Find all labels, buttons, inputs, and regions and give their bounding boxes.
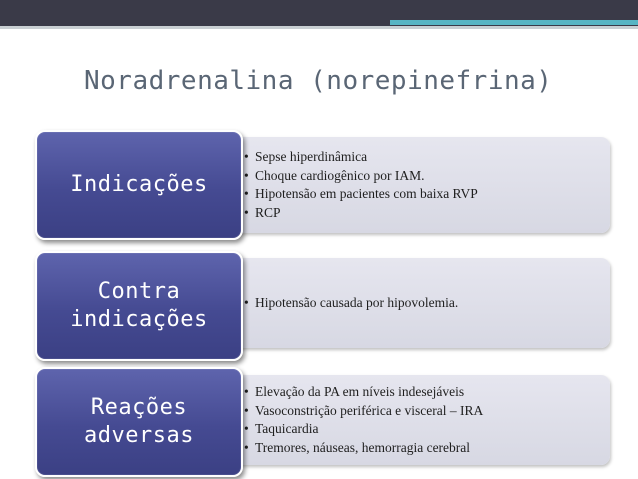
list-item: • Choque cardiogênico por IAM. — [244, 167, 478, 186]
list-item: • Tremores, náuseas, hemorragia cerebral — [244, 439, 483, 458]
bullet-icon: • — [244, 439, 249, 455]
slide-title: Noradrenalina (norepinefrina) — [84, 66, 553, 96]
top-accent-bar — [390, 20, 638, 25]
label-box-contra-indicacoes — [35, 251, 243, 361]
list-item: • Vasoconstrição periférica e visceral – IRA — [244, 402, 483, 421]
label-reacoes: Reações — [90, 395, 188, 420]
bullet-icon: • — [244, 294, 249, 310]
bullet-icon: • — [244, 167, 249, 183]
label-contra: Contra — [97, 279, 181, 304]
list-item: • Hipotensão causada por hipovolemia. — [244, 294, 458, 313]
bullet-icon: • — [244, 204, 249, 220]
label-box-indicacoes — [35, 130, 243, 240]
label-adversas: adversas — [84, 423, 194, 448]
bullet-icon: • — [244, 402, 249, 418]
bullet-list-contra-indicacoes — [232, 294, 458, 313]
list-item: • Hipotensão em pacientes com baixa RVP — [244, 185, 478, 204]
list-item: • Elevação da PA em níveis indesejáveis — [244, 383, 483, 402]
list-item: • Sepse hiperdinâmica — [244, 148, 478, 167]
bullet-icon: • — [244, 149, 249, 164]
top-divider — [0, 26, 638, 29]
bullet-icon: • — [244, 186, 249, 201]
bullet-icon: • — [244, 384, 249, 399]
label-indicacoes: Indicações — [70, 172, 208, 197]
bullet-list-reacoes-adversas — [232, 383, 483, 457]
bullet-list-indicacoes — [232, 148, 478, 222]
bullet-icon: • — [244, 421, 249, 436]
content-box-indicacoes — [232, 137, 610, 233]
content-box-reacoes-adversas — [232, 375, 610, 465]
list-item: • Taquicardia — [244, 420, 483, 439]
list-item: • RCP — [244, 204, 478, 223]
label-box-reacoes-adversas — [35, 367, 243, 477]
label-indicacoes-2: indicações — [70, 307, 208, 332]
content-box-contra-indicacoes — [232, 258, 610, 348]
